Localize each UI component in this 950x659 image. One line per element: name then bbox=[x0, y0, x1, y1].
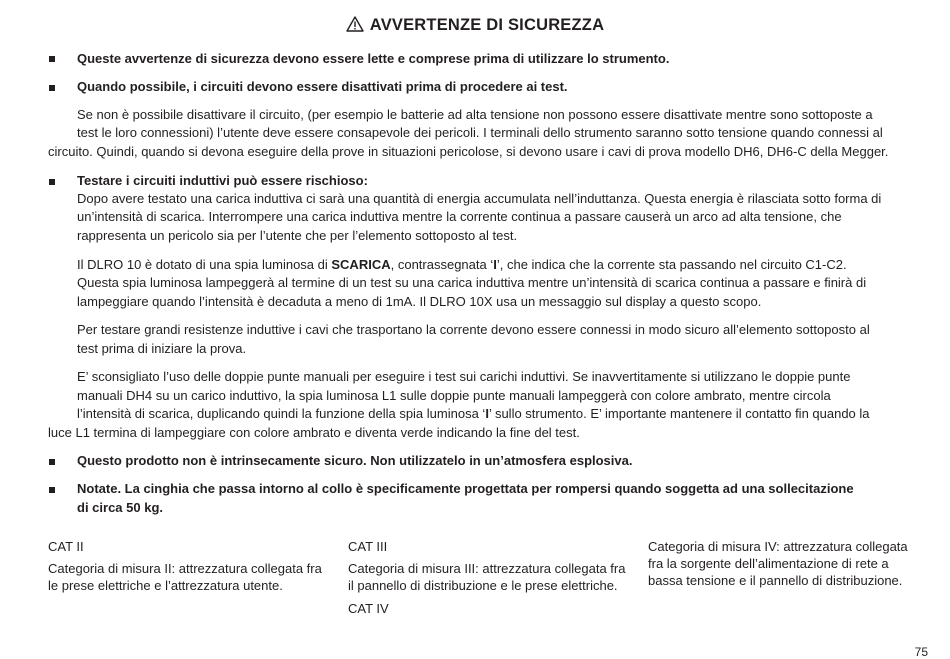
paragraph-line: test prima di iniziare la prova. bbox=[77, 341, 247, 356]
bullet-marker bbox=[49, 487, 55, 493]
cat-iv-desc-line: bassa tensione e il pannello di distribuzione. bbox=[648, 573, 903, 588]
page-title bbox=[0, 16, 950, 35]
paragraph-line: test le loro connessioni) l’utente deve essere consapevole dei pericoli. I terminali dello strumento saranno sotto tensione quando connessi al bbox=[77, 125, 883, 140]
paragraph-line: circuito. Quindi, quando si devona eseguire della prove in situazioni pericolose, si devono usare i cavi di prova modello DH6, DH6-C della Megger. bbox=[48, 144, 889, 159]
cat-iii-heading: CAT III bbox=[348, 539, 388, 554]
bullet-deactivate-circuits: Quando possibile, i circuiti devono essere disattivati prima di procedere ai test. bbox=[77, 79, 568, 94]
discharge-label: SCARICA bbox=[331, 257, 391, 272]
cat-iii-desc-line: il pannello di distribuzione e le prese elettriche. bbox=[348, 578, 618, 593]
bullet-marker bbox=[49, 179, 55, 185]
text-run: , contrassegnata ‘ bbox=[390, 257, 494, 272]
paragraph-line: manuali DH4 su un carico induttivo, la spia luminosa L1 sulle doppie punte manuali lampeggerà con colore ambrato, mentre circola bbox=[77, 388, 831, 403]
bullet-read-warnings: Queste avvertenze di sicurezza devono essere lette e comprese prima di utilizzare lo strumento. bbox=[77, 51, 670, 66]
paragraph-line: Se non è possibile disattivare il circuito, (per esempio le batterie ad alta tensione non possono essere disattivate mentre sono sottoposte a bbox=[77, 107, 873, 122]
symbol-label: I bbox=[493, 257, 497, 272]
bullet-marker bbox=[49, 56, 55, 62]
paragraph-line bbox=[77, 406, 870, 421]
cat-iv-desc-line: Categoria di misura IV: attrezzatura collegata bbox=[648, 539, 908, 554]
warning-triangle-icon bbox=[346, 16, 364, 32]
page-title-text: AVVERTENZE DI SICUREZZA bbox=[369, 16, 605, 34]
cat-iv-heading: CAT IV bbox=[348, 601, 389, 616]
paragraph-line bbox=[77, 257, 847, 272]
paragraph-line: un’intensità di scarica. Interrompere una carica induttiva mentre la corrente continua a passare causerà un arco ad alta tensione, che bbox=[77, 209, 842, 224]
paragraph-line: rappresenta un pericolo sia per l’utente che per l’elemento sottoposto al test. bbox=[77, 228, 518, 243]
paragraph-line: lampeggiare quando l’intensità è decaduta a meno di 1mA. Il DLRO 10X usa un messaggio sul display a questo scopo. bbox=[77, 294, 762, 309]
bullet-marker bbox=[49, 85, 55, 91]
text-run: l’intensità di scarica, duplicando quindi la funzione della spia luminosa ‘ bbox=[77, 406, 486, 421]
bullet-marker bbox=[49, 459, 55, 465]
text-run: ’ sullo strumento. E’ importante mantenere il contatto fin quando la bbox=[488, 406, 870, 421]
paragraph-line: Dopo avere testato una carica induttiva ci sarà una quantità di energia accumulata nell’induttanza. Questa energia è rilasciata sotto forma di bbox=[77, 191, 882, 206]
bullet-neck-strap: Notate. La cinghia che passa intorno al collo è specificamente progettata per rompersi quando soggetta ad una sollecitazione bbox=[77, 481, 854, 496]
symbol-label: I bbox=[485, 406, 489, 421]
text-run: Il DLRO 10 è dotato di una spia luminosa di bbox=[77, 257, 332, 272]
bullet-not-intrinsically-safe: Questo prodotto non è intrinsecamente sicuro. Non utilizzatelo in un’atmosfera esplosiva. bbox=[77, 453, 633, 468]
cat-ii-desc-line: le prese elettriche e l’attrezzatura utente. bbox=[48, 578, 283, 593]
bullet-neck-strap-cont: di circa 50 kg. bbox=[77, 500, 163, 515]
bullet-inductive-circuits: Testare i circuiti induttivi può essere rischioso: bbox=[77, 173, 368, 188]
cat-ii-desc-line: Categoria di misura II: attrezzatura collegata fra bbox=[48, 561, 322, 576]
paragraph-line: E’ sconsigliato l’uso delle doppie punte manuali per eseguire i test sui carichi induttivi. Se inavvertitamente si utilizzano le doppie punte bbox=[77, 369, 851, 384]
paragraph-line: Questa spia luminosa lampeggerà al termine di un test su una carica induttiva mentre un’intensità di scarica continua a passare e finirà di bbox=[77, 275, 867, 290]
page-number: 75 bbox=[914, 645, 928, 659]
paragraph-line: luce L1 termina di lampeggiare con colore ambrato e diventa verde indicando la fine del test. bbox=[48, 425, 580, 440]
cat-ii-heading: CAT II bbox=[48, 539, 84, 554]
text-run: ’, che indica che la corrente sta passando nel circuito C1-C2. bbox=[496, 257, 847, 272]
cat-iv-desc-line: fra la sorgente dell’alimentazione di rete a bbox=[648, 556, 889, 571]
cat-iii-desc-line: Categoria di misura III: attrezzatura collegata fra bbox=[348, 561, 626, 576]
paragraph-line: Per testare grandi resistenze induttive i cavi che trasportano la corrente devono essere connessi in modo sicuro all’elemento sottoposto al bbox=[77, 322, 870, 337]
